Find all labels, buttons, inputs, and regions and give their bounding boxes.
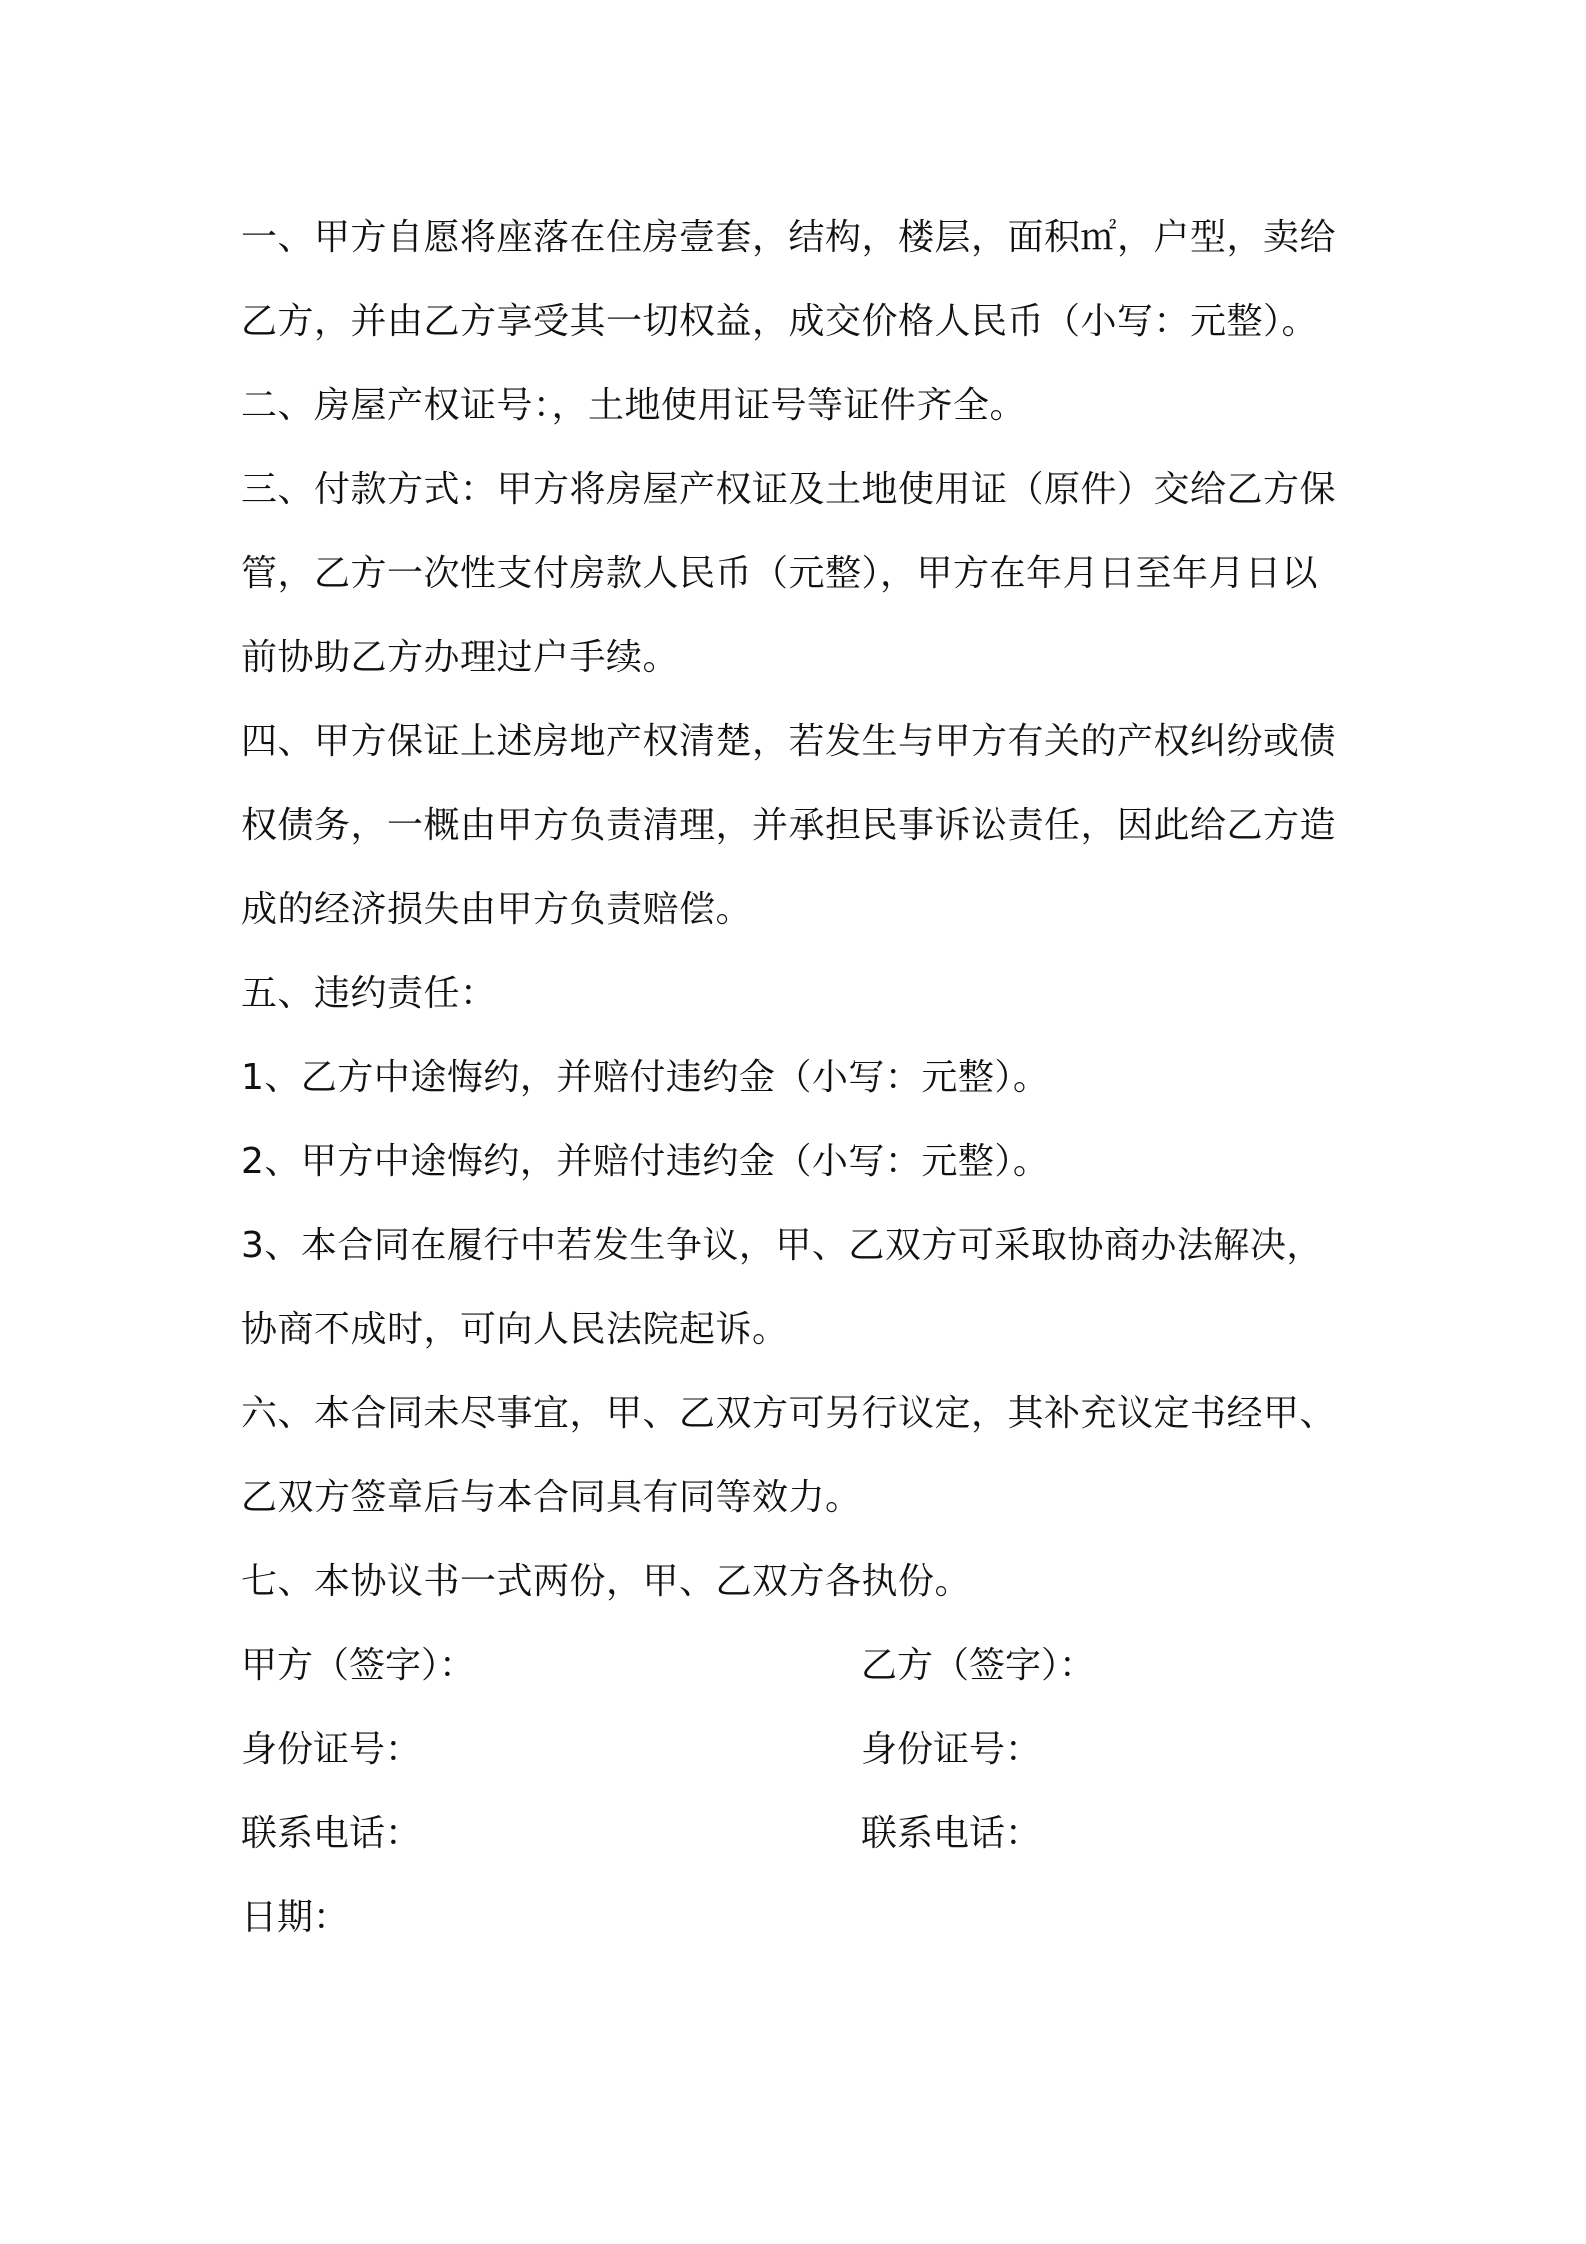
contract-body: [241, 196, 1361, 1960]
clause-4-line-3: 成的经济损失由甲方负责赔偿。: [241, 889, 753, 930]
clause-7-line-1: 七、本协议书一式两份，甲、乙双方各执份。: [241, 1561, 972, 1602]
clause-6-line-2: 乙双方签章后与本合同具有同等效力。: [241, 1477, 862, 1518]
party-b-signature-label: 乙方（签字）：: [861, 1645, 1096, 1686]
clause-5-item-3-line-1: 3、本合同在履行中若发生争议，甲、乙双方可采取协商办法解决，: [241, 1225, 1323, 1266]
id-number-row: [241, 1708, 1361, 1792]
clause-5-item-2: 2、甲方中途悔约，并赔付违约金（小写：元整）。: [241, 1141, 1050, 1182]
party-a-phone-label: 联系电话：: [241, 1813, 422, 1854]
party-b-id-label: 身份证号：: [861, 1729, 1042, 1770]
clause-4-line-1: 四、甲方保证上述房地产权清楚，若发生与甲方有关的产权纠纷或债: [241, 721, 1337, 762]
clause-5-item-3-line-2: 协商不成时，可向人民法院起诉。: [241, 1309, 789, 1350]
clause-1-line-1: 一、甲方自愿将座落在住房壹套，结构，楼层，面积㎡，户型，卖给: [241, 217, 1337, 258]
clause-1-line-2: 乙方，并由乙方享受其一切权益，成交价格人民币（小写：元整）。: [241, 301, 1319, 342]
clause-6-line-1: 六、本合同未尽事宜，甲、乙双方可另行议定，其补充议定书经甲、: [241, 1393, 1337, 1434]
clause-5-item-1: 1、乙方中途悔约，并赔付违约金（小写：元整）。: [241, 1057, 1050, 1098]
clause-4-line-2: 权债务，一概由甲方负责清理，并承担民事诉讼责任，因此给乙方造: [241, 805, 1337, 846]
clause-3-line-2: 管，乙方一次性支付房款人民币（元整），甲方在年月日至年月日以: [241, 553, 1319, 594]
phone-row: [241, 1792, 1361, 1876]
clause-2-line-1: 二、房屋产权证号：，土地使用证号等证件齐全。: [241, 385, 1027, 426]
clause-3-line-1: 三、付款方式：甲方将房屋产权证及土地使用证（原件）交给乙方保: [241, 469, 1337, 510]
party-a-id-label: 身份证号：: [241, 1729, 422, 1770]
clause-3-line-3: 前协助乙方办理过户手续。: [241, 637, 680, 678]
date-label: 日期：: [241, 1897, 350, 1938]
signature-row: [241, 1624, 1361, 1708]
date-row: [241, 1876, 1361, 1960]
clause-5-title: 五、违约责任：: [241, 973, 497, 1014]
party-b-phone-label: 联系电话：: [861, 1813, 1042, 1854]
party-a-signature-label: 甲方（签字）：: [241, 1645, 476, 1686]
